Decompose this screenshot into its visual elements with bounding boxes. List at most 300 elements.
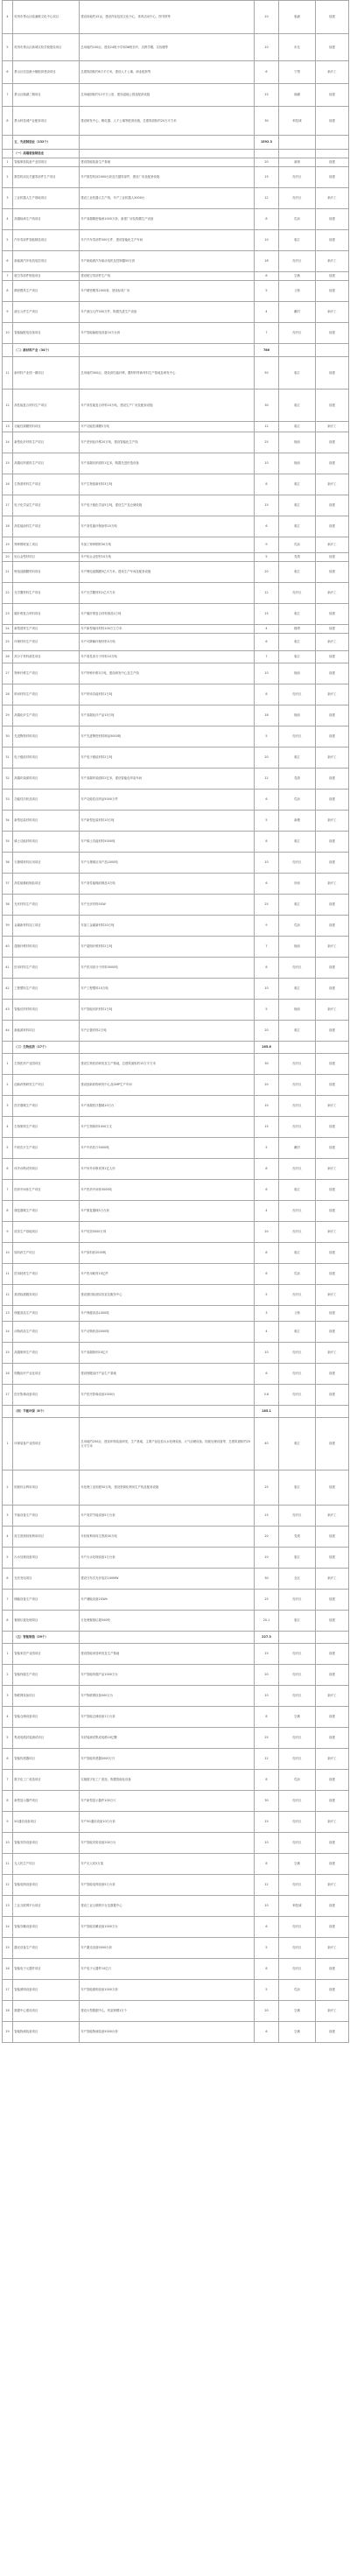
project-status	[316, 1042, 349, 1054]
table-row	[3, 979, 349, 1000]
project-location: 经开区	[279, 1054, 316, 1075]
investment-amount: 12	[255, 1875, 279, 1896]
project-status: 续建	[316, 1117, 349, 1138]
project-location: 经开区	[279, 323, 316, 344]
table-row	[3, 895, 349, 916]
table-row	[3, 1686, 349, 1707]
investment-amount: 12	[255, 1749, 279, 1770]
project-description: 年产先进陶瓷材料制品5000吨	[80, 726, 255, 748]
investment-amount: 6	[255, 2022, 279, 2043]
project-name: 医疗影像设备项目	[13, 1385, 80, 1406]
project-location: 临江	[279, 562, 316, 583]
row-number: 10	[3, 323, 13, 344]
table-row	[3, 1180, 349, 1201]
project-name: 再生资源回收利用项目	[13, 1527, 80, 1548]
project-name: 智能纺织材料项目	[13, 1000, 80, 1021]
row-number: 4	[3, 1527, 13, 1548]
project-status: 续建	[316, 84, 349, 107]
row-number: 8	[3, 1791, 13, 1812]
project-location: 瓜沥	[279, 537, 316, 553]
table-row	[3, 1590, 349, 1611]
investment-amount: 9	[255, 916, 279, 937]
project-name: 医疗器械生产项目	[13, 1096, 80, 1117]
project-description: 年产稀土功能材料5000吨	[80, 832, 255, 853]
project-name: 高性能橡胶制品项目	[13, 874, 80, 895]
project-name: 生物制剂生产项目	[13, 1117, 80, 1138]
project-status: 续建	[316, 1611, 349, 1632]
row-number: 16	[3, 1364, 13, 1385]
project-status: 新开工	[316, 874, 349, 895]
project-name: 智能仓储设备项目	[13, 1707, 80, 1728]
project-status: 续建	[316, 1306, 349, 1322]
row-number: 12	[3, 1875, 13, 1896]
table-row	[3, 1385, 349, 1406]
table-row	[3, 1728, 349, 1749]
row-number: 38	[3, 895, 13, 916]
project-status: 续建	[316, 107, 349, 136]
table-row	[3, 432, 349, 453]
project-status: 续建	[316, 916, 349, 937]
project-description: 年产智能电网设备5万台套	[80, 1875, 255, 1896]
row-number: 17	[3, 1385, 13, 1406]
project-location: 空港	[279, 272, 316, 281]
investment-amount: 30	[255, 390, 279, 422]
investment-amount: 7	[255, 323, 279, 344]
row-number: 2	[3, 1470, 13, 1506]
project-name: （四）节能环保（8个）	[13, 1406, 80, 1418]
project-description: 年产激光设备5000台套	[80, 1938, 255, 1959]
project-location: 临江	[279, 1322, 316, 1343]
project-status: 续建	[316, 1770, 349, 1791]
project-name: 电子化学品生产项目	[13, 495, 80, 516]
project-status	[316, 1406, 349, 1418]
project-description: 年产高端纺织面料1亿米，购置先进织造设备	[80, 453, 255, 474]
project-description: 年产高性能环保涂料10万吨	[80, 516, 255, 537]
row-number: 19	[3, 537, 13, 553]
row-number: 3	[3, 1506, 13, 1527]
row-number: 1	[3, 1418, 13, 1470]
investment-amount: 4	[255, 625, 279, 634]
project-description: 年产液压元件300万件，购置先进生产设备	[80, 302, 255, 323]
project-status: 新开工	[316, 61, 349, 84]
project-status: 续建	[316, 1075, 349, 1096]
row-number: 7	[3, 84, 13, 107]
project-location: 经开区	[279, 1364, 316, 1385]
project-status: 续建	[316, 853, 349, 874]
project-status: 续建	[316, 272, 349, 281]
row-number: 5	[3, 1728, 13, 1749]
project-status: 续建	[316, 230, 349, 251]
row-number	[3, 1042, 13, 1054]
table-row	[3, 390, 349, 422]
table-row	[3, 1285, 349, 1306]
investment-amount: 8	[255, 1243, 279, 1264]
row-number: 3	[3, 188, 13, 209]
project-name: 节能设备生产项目	[13, 1506, 80, 1527]
row-number: 8	[3, 281, 13, 302]
investment-amount: 20	[255, 748, 279, 769]
project-status: 续建	[316, 1470, 349, 1506]
section-header-row	[3, 1042, 349, 1054]
table-row	[3, 1243, 349, 1264]
project-status: 续建	[316, 1527, 349, 1548]
project-location: 临江	[279, 634, 316, 651]
project-status: 新开工	[316, 302, 349, 323]
row-number: 8	[3, 1611, 13, 1632]
project-location	[279, 150, 316, 158]
project-name: 特种钢材加工项目	[13, 537, 80, 553]
table-row	[3, 357, 349, 390]
project-description: 建设智能装备生产基地	[80, 158, 255, 167]
project-name: 智能输配电设备项目	[13, 323, 80, 344]
project-location: 临江	[279, 1243, 316, 1264]
investment-amount: 227.3	[255, 1632, 279, 1644]
project-status: 续建	[316, 1707, 349, 1728]
project-status: 续建	[316, 209, 349, 230]
project-description: 年产纳米功能材料1万吨	[80, 684, 255, 705]
project-description: 建设分布式光伏电站100MW	[80, 1569, 255, 1590]
investment-amount: 10	[255, 853, 279, 874]
project-status: 新开工	[316, 1159, 349, 1180]
project-location: 衙前	[279, 663, 316, 684]
project-location: 经开区	[279, 1833, 316, 1854]
project-status: 续建	[316, 1590, 349, 1611]
table-row	[3, 604, 349, 625]
table-row	[3, 832, 349, 853]
investment-amount: 10	[255, 1896, 279, 1917]
project-status: 新开工	[316, 188, 349, 209]
investment-amount: 5	[255, 281, 279, 302]
table-row	[3, 209, 349, 230]
table-row	[3, 1117, 349, 1138]
project-name: 萧山科技城产业配套项目	[13, 107, 80, 136]
project-description: 年产生物基新材料3万吨	[80, 474, 255, 495]
row-number: 5	[3, 34, 13, 61]
project-description: 建设航空零部件生产线	[80, 272, 255, 281]
project-description: 年加工特种钢材30万吨	[80, 537, 255, 553]
project-location: 党湾	[279, 553, 316, 562]
project-description: 年产锂电池隔膜5亿平方米，建设生产车间及配套设施	[80, 562, 255, 583]
project-description: 年产超细纤维材料2万吨	[80, 937, 255, 958]
row-number: 14	[3, 432, 13, 453]
project-description: 年产改性高分子材料10万吨	[80, 651, 255, 663]
row-number: 29	[3, 705, 13, 726]
table-row	[3, 474, 349, 495]
table-row	[3, 516, 349, 537]
table-row	[3, 1343, 349, 1364]
section-header-row	[3, 150, 349, 158]
project-status: 续建	[316, 516, 349, 537]
investment-amount: 30	[255, 1054, 279, 1075]
project-name: 智能家居产业园项目	[13, 1644, 80, 1665]
project-location: 新街	[279, 158, 316, 167]
project-location: 空港	[279, 1707, 316, 1728]
project-description: 年产电子级化学品5万吨，建设生产及仓储设施	[80, 495, 255, 516]
table-row	[3, 651, 349, 663]
row-number: 1	[3, 158, 13, 167]
investment-amount: 5	[255, 1000, 279, 1021]
investment-amount: 15	[255, 1506, 279, 1527]
investment-amount: 20	[255, 1222, 279, 1243]
table-row	[3, 769, 349, 790]
investment-amount: 25	[255, 1728, 279, 1749]
row-number	[3, 136, 13, 150]
table-row	[3, 1075, 349, 1096]
project-location: 经开区	[279, 1590, 316, 1611]
project-name: 精密模具生产项目	[13, 281, 80, 302]
table-row	[3, 1138, 349, 1159]
project-status	[316, 150, 349, 158]
project-status: 续建	[316, 1896, 349, 1917]
project-description: 年产高效节能设备5万台套	[80, 1506, 255, 1527]
project-name: 智能终端生产项目	[13, 1665, 80, 1686]
project-name: 特种纤维生产项目	[13, 663, 80, 684]
project-location: 临江	[279, 516, 316, 537]
row-number: 7	[3, 1180, 13, 1201]
project-description: 年产高性能复合材料10万吨，建设生产厂房及配套设施	[80, 390, 255, 422]
project-name: 生物医药产业园项目	[13, 1054, 80, 1075]
project-location: 临江	[279, 390, 316, 422]
investment-amount: 12	[255, 188, 279, 209]
project-name: 高端印染面料项目	[13, 769, 80, 790]
investment-amount: 12	[255, 583, 279, 604]
project-description: 建设创新药物研发中心及GMP生产车间	[80, 1075, 255, 1096]
project-description: 年产医用高分子材料5000吨	[80, 958, 255, 979]
project-name: 智能穿戴设备项目	[13, 1917, 80, 1938]
investment-amount: 20	[255, 562, 279, 583]
project-name: （五）智能制造（29个）	[13, 1632, 80, 1644]
table-row	[3, 1833, 349, 1854]
project-location: 经开区	[279, 1728, 316, 1749]
project-name: 先进陶瓷材料项目	[13, 726, 80, 748]
project-name: 数字化工厂改造项目	[13, 1770, 80, 1791]
project-description: 年产保健食品1000吨	[80, 1306, 255, 1322]
table-row	[3, 705, 349, 726]
investment-amount: 5	[255, 1980, 279, 2001]
row-number: 41	[3, 958, 13, 979]
project-name: 高端轴承生产线项目	[13, 209, 80, 230]
project-location: 经开区	[279, 726, 316, 748]
project-location: 经开区	[279, 1875, 316, 1896]
project-status: 续建	[316, 705, 349, 726]
project-status: 续建	[316, 1385, 349, 1406]
project-location: 临江	[279, 1470, 316, 1506]
project-description: 年产精密模具2000套，建设标准厂房	[80, 281, 255, 302]
project-status: 续建	[316, 1243, 349, 1264]
project-location: 瓜沥	[279, 916, 316, 937]
investment-amount: 10	[255, 1833, 279, 1854]
project-status	[316, 344, 349, 357]
row-number: 2	[3, 1075, 13, 1096]
table-row	[3, 790, 349, 811]
row-number: 6	[3, 251, 13, 272]
project-description: 年产高端精密轴承1000万套，新建厂房及购置生产设备	[80, 209, 255, 230]
row-number: 25	[3, 634, 13, 651]
project-location: 临浦	[279, 1, 316, 34]
investment-amount: 25	[255, 1470, 279, 1506]
project-location: 经开区	[279, 1075, 316, 1096]
project-status: 新开工	[316, 684, 349, 705]
table-row	[3, 811, 349, 832]
project-status: 续建	[316, 1980, 349, 2001]
project-description: 年产工程塑料10万吨	[80, 979, 255, 1000]
row-number: 42	[3, 979, 13, 1000]
project-location: 临江	[279, 979, 316, 1000]
project-description: 建设研发中心、孵化器、人才公寓等配套设施，总建筑面积约20万平方米	[80, 107, 255, 136]
project-description: 建设智能家居研发及生产基地	[80, 1644, 255, 1665]
project-name: 新材料产业园一期项目	[13, 357, 80, 390]
project-location: 党湾	[279, 1527, 316, 1548]
project-status: 续建	[316, 1054, 349, 1075]
project-description: 总用地面积约12平方公里，建设湿地公园及配套设施	[80, 84, 255, 107]
table-row	[3, 1096, 349, 1117]
row-number: 26	[3, 651, 13, 663]
project-description: 年产物联网设备500万台	[80, 1686, 255, 1707]
project-name: 集成电路封装测试项目	[13, 1728, 80, 1749]
row-number: 7	[3, 1590, 13, 1611]
project-status: 新开工	[316, 422, 349, 432]
project-status: 新开工	[316, 1938, 349, 1959]
investment-amount: 9	[255, 537, 279, 553]
table-row	[3, 562, 349, 583]
project-name: 石墨烯材料应用项目	[13, 853, 80, 874]
investment-amount: 5	[255, 1138, 279, 1159]
table-row	[3, 1770, 349, 1791]
investment-amount: 10	[255, 1096, 279, 1117]
project-name: 智能安防设备项目	[13, 1833, 80, 1854]
project-description: 年产新型包装材料10万吨	[80, 811, 255, 832]
project-location: 临江	[279, 1180, 316, 1201]
project-status: 续建	[316, 1791, 349, 1812]
project-description: 年产铝合金型材10万吨	[80, 553, 255, 562]
investment-amount: 8	[255, 1959, 279, 1980]
project-status: 新开工	[316, 251, 349, 272]
table-row	[3, 853, 349, 874]
table-row	[3, 158, 349, 167]
investment-amount: 8	[255, 474, 279, 495]
project-description: 年产智能输配电设备10万台套	[80, 323, 255, 344]
investment-amount: 4	[255, 1322, 279, 1343]
project-status: 新开工	[316, 1222, 349, 1243]
project-description	[80, 344, 255, 357]
project-status: 续建	[316, 726, 349, 748]
project-location: 经开区	[279, 583, 316, 604]
row-number: 6	[3, 1569, 13, 1590]
project-description: 建设大型数据中心，机架规模1万个	[80, 2001, 255, 2022]
investment-amount: 8	[255, 1854, 279, 1875]
table-row	[3, 1418, 349, 1470]
row-number: 40	[3, 937, 13, 958]
project-location: 瓜沥	[279, 209, 316, 230]
project-status: 新开工	[316, 937, 349, 958]
project-status: 新开工	[316, 1000, 349, 1021]
project-location: 空港	[279, 2001, 316, 2022]
table-row	[3, 1896, 349, 1917]
investment-amount: 30	[255, 1569, 279, 1590]
investment-amount: 1592.3	[255, 136, 279, 150]
project-table	[2, 0, 349, 2043]
project-description: 年产体外诊断试剂1亿人份	[80, 1159, 255, 1180]
project-name: 5G通信设备项目	[13, 1812, 80, 1833]
row-number: 30	[3, 726, 13, 748]
table-row	[3, 874, 349, 895]
row-number: 33	[3, 790, 13, 811]
project-description: 年产光学膜材料1亿平方米	[80, 583, 255, 604]
project-location: 临江	[279, 422, 316, 432]
project-status: 续建	[316, 832, 349, 853]
project-name: 光伏材料生产项目	[13, 895, 80, 916]
row-number: 16	[3, 474, 13, 495]
table-row	[3, 748, 349, 769]
project-name: 高端纺织面料生产项目	[13, 453, 80, 474]
row-number: 19	[3, 2022, 13, 2043]
row-number: 13	[3, 1306, 13, 1322]
section-header-row	[3, 1632, 349, 1644]
project-location: 经开区	[279, 1686, 316, 1707]
investment-amount: 15	[255, 1117, 279, 1138]
project-description: 年封装测试集成电路10亿颗	[80, 1728, 255, 1749]
row-number: 6	[3, 1159, 13, 1180]
investment-amount: 7	[255, 937, 279, 958]
table-row	[3, 1665, 349, 1686]
project-location: 临江	[279, 474, 316, 495]
investment-amount: 20	[255, 1075, 279, 1096]
row-number: 11	[3, 1854, 13, 1875]
project-name: 液压元件生产项目	[13, 302, 80, 323]
project-name: 医用耗材生产项目	[13, 1264, 80, 1285]
table-row	[3, 1791, 349, 1812]
project-name: 汽车零部件智能制造项目	[13, 230, 80, 251]
project-location: 临江	[279, 1021, 316, 1042]
project-description: 实施数字化工厂改造，购置智能化设备	[80, 1770, 255, 1791]
row-number: 14	[3, 1917, 13, 1938]
project-status: 新开工	[316, 748, 349, 769]
project-location: 经开区	[279, 1222, 316, 1243]
project-name: 数据中心建设项目	[13, 2001, 80, 2022]
row-number: 4	[3, 1707, 13, 1728]
table-row	[3, 230, 349, 251]
project-location: 衙前	[279, 1000, 316, 1021]
table-row	[3, 553, 349, 562]
project-location: 经开区	[279, 684, 316, 705]
row-number: 39	[3, 916, 13, 937]
project-location: 经开区	[279, 1506, 316, 1527]
project-status: 续建	[316, 281, 349, 302]
project-status: 新开工	[316, 1285, 349, 1306]
project-description: 年产功能性薄膜5万吨	[80, 422, 255, 432]
project-location: 全区	[279, 1569, 316, 1590]
table-row	[3, 1021, 349, 1042]
project-location: 经开区	[279, 188, 316, 209]
project-status: 续建	[316, 790, 349, 811]
project-table-body	[3, 1, 349, 2043]
row-number: 44	[3, 1021, 13, 1042]
project-location: 经开区	[279, 1201, 316, 1222]
project-name: 激光设备生产项目	[13, 1938, 80, 1959]
project-name: 高性能涂料生产项目	[13, 516, 80, 537]
project-description: 年产原料药2000吨	[80, 1243, 255, 1264]
project-location: 临江	[279, 230, 316, 251]
investment-amount: 7	[255, 651, 279, 663]
project-location: 临江	[279, 895, 316, 916]
row-number: 34	[3, 811, 13, 832]
project-status: 新开工	[316, 537, 349, 553]
table-row	[3, 1854, 349, 1875]
row-number: 12	[3, 1285, 13, 1306]
project-name: 电子级硅材料项目	[13, 748, 80, 769]
project-location: 经开区	[279, 1096, 316, 1117]
project-status: 续建	[316, 167, 349, 188]
